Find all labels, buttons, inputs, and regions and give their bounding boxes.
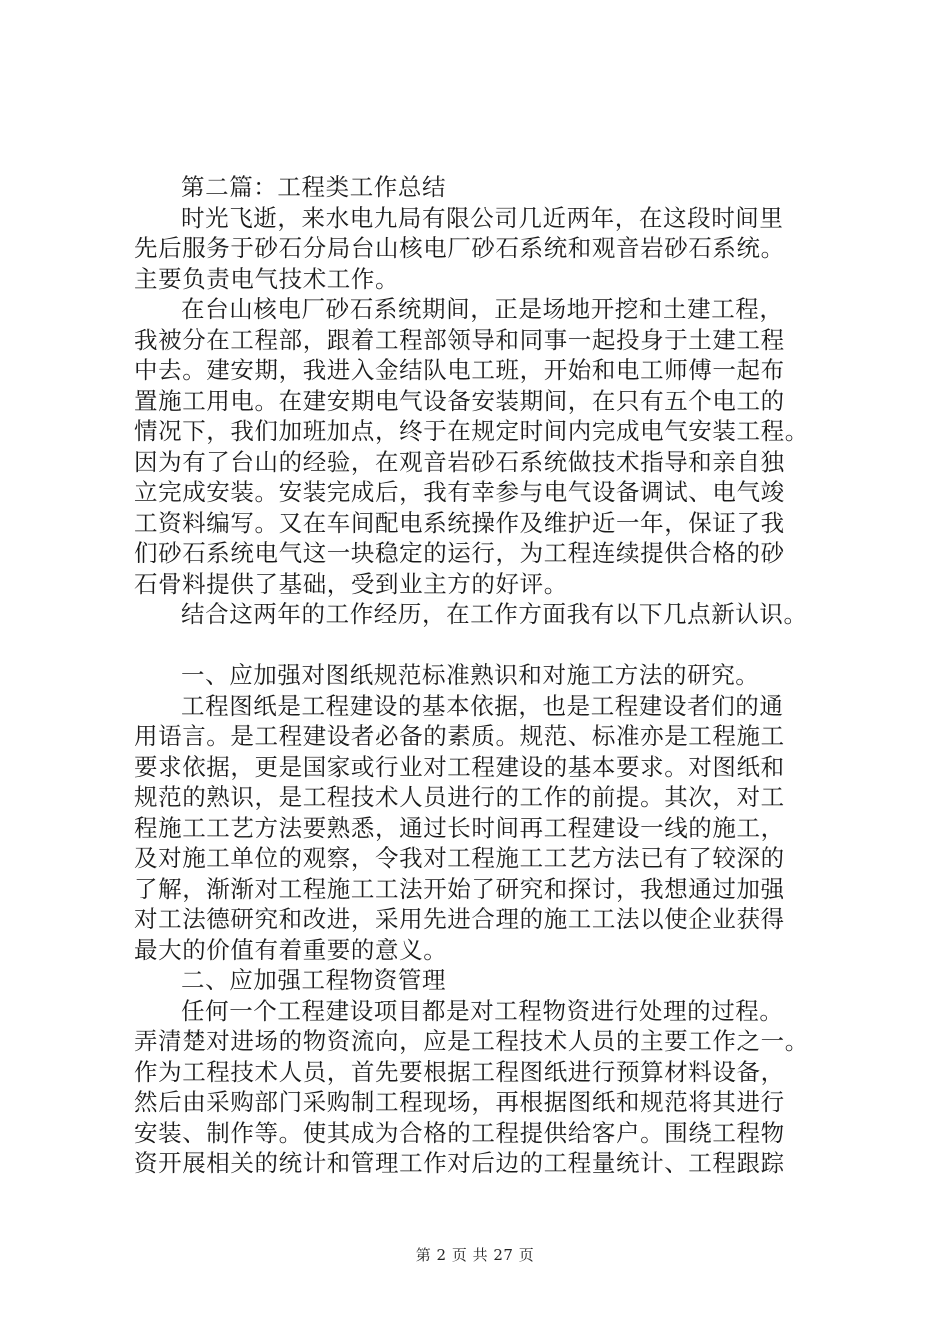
paragraph-line: 因为有了台山的经验，在观音岩砂石系统做技术指导和亲自独	[134, 447, 785, 476]
paragraph-line: 资开展相关的统计和管理工作对后边的工程量统计、工程跟踪	[134, 1149, 785, 1177]
paragraph-line: 弄清楚对进场的物资流向，应是工程技术人员的主要工作之一。	[134, 1027, 809, 1055]
paragraph-line: 要求依据，更是国家或行业对工程建设的基本要求。对图纸和	[134, 752, 785, 781]
section-heading: 一、应加强对图纸规范标准熟识和对施工方法的研究。	[181, 661, 760, 689]
paragraph-line: 安装、制作等。使其成为合格的工程提供给客户。围绕工程物	[134, 1118, 785, 1147]
paragraph-line: 及对施工单位的观察，令我对工程施工工艺方法已有了较深的	[134, 844, 785, 872]
document-body	[134, 172, 854, 1179]
paragraph-line: 在台山核电厂砂石系统期间，正是场地开挖和土建工程，	[181, 295, 784, 323]
paragraph-line: 程施工工艺方法要熟悉，通过长时间再工程建设一线的施工，	[134, 813, 785, 842]
paragraph-line: 作为工程技术人员，首先要根据工程图纸进行预算材料设备，	[134, 1057, 785, 1086]
paragraph-line: 立完成安装。安装完成后，我有幸参与电气设备调试、电气竣	[134, 478, 785, 506]
paragraph-line: 了解，渐渐对工程施工工法开始了研究和探讨，我想通过加强	[134, 874, 785, 903]
paragraph-line: 最大的价值有着重要的意义。	[134, 935, 448, 964]
section-heading: 二、应加强工程物资管理	[181, 966, 447, 994]
paragraph-line: 然后由采购部门采购制工程现场，再根据图纸和规范将其进行	[134, 1088, 785, 1116]
paragraph-line: 主要负责电气技术工作。	[134, 264, 400, 293]
paragraph-line: 对工法德研究和改进，采用先进合理的施工工法以使企业获得	[134, 905, 785, 933]
page-number-footer: 第 2 页 共 27 页	[415, 1246, 535, 1264]
paragraph-line: 们砂石系统电气这一块稳定的运行，为工程连续提供合格的砂	[134, 539, 785, 567]
paragraph-line: 先后服务于砂石分局台山核电厂砂石系统和观音岩砂石系统。	[134, 234, 785, 262]
paragraph-line: 情况下，我们加班加点，终于在规定时间内完成电气安装工程。	[134, 417, 809, 445]
paragraph-line: 结合这两年的工作经历，在工作方面我有以下几点新认识。	[181, 600, 808, 628]
paragraph-line: 规范的熟识，是工程技术人员进行的工作的前提。其次，对工	[134, 783, 785, 811]
paragraph-line: 中去。建安期，我进入金结队电工班，开始和电工师傅一起布	[134, 356, 785, 384]
document-title: 第二篇：工程类工作总结	[181, 173, 447, 201]
paragraph-line: 时光飞逝，来水电九局有限公司几近两年，在这段时间里	[181, 203, 784, 232]
blank-line	[134, 630, 854, 661]
paragraph-line: 任何一个工程建设项目都是对工程物资进行处理的过程。	[181, 996, 784, 1025]
paragraph-line: 工程图纸是工程建设的基本依据，也是工程建设者们的通	[181, 691, 784, 720]
paragraph-line: 我被分在工程部，跟着工程部领导和同事一起投身于土建工程	[134, 325, 785, 354]
paragraph-line: 用语言。是工程建设者必备的素质。规范、标准亦是工程施工	[134, 722, 785, 750]
paragraph-line: 工资料编写。又在车间配电系统操作及维护近一年，保证了我	[134, 508, 785, 537]
paragraph-line: 置施工用电。在建安期电气设备安装期间，在只有五个电工的	[134, 386, 785, 415]
paragraph-line: 石骨料提供了基础，受到业主方的好评。	[134, 569, 568, 598]
